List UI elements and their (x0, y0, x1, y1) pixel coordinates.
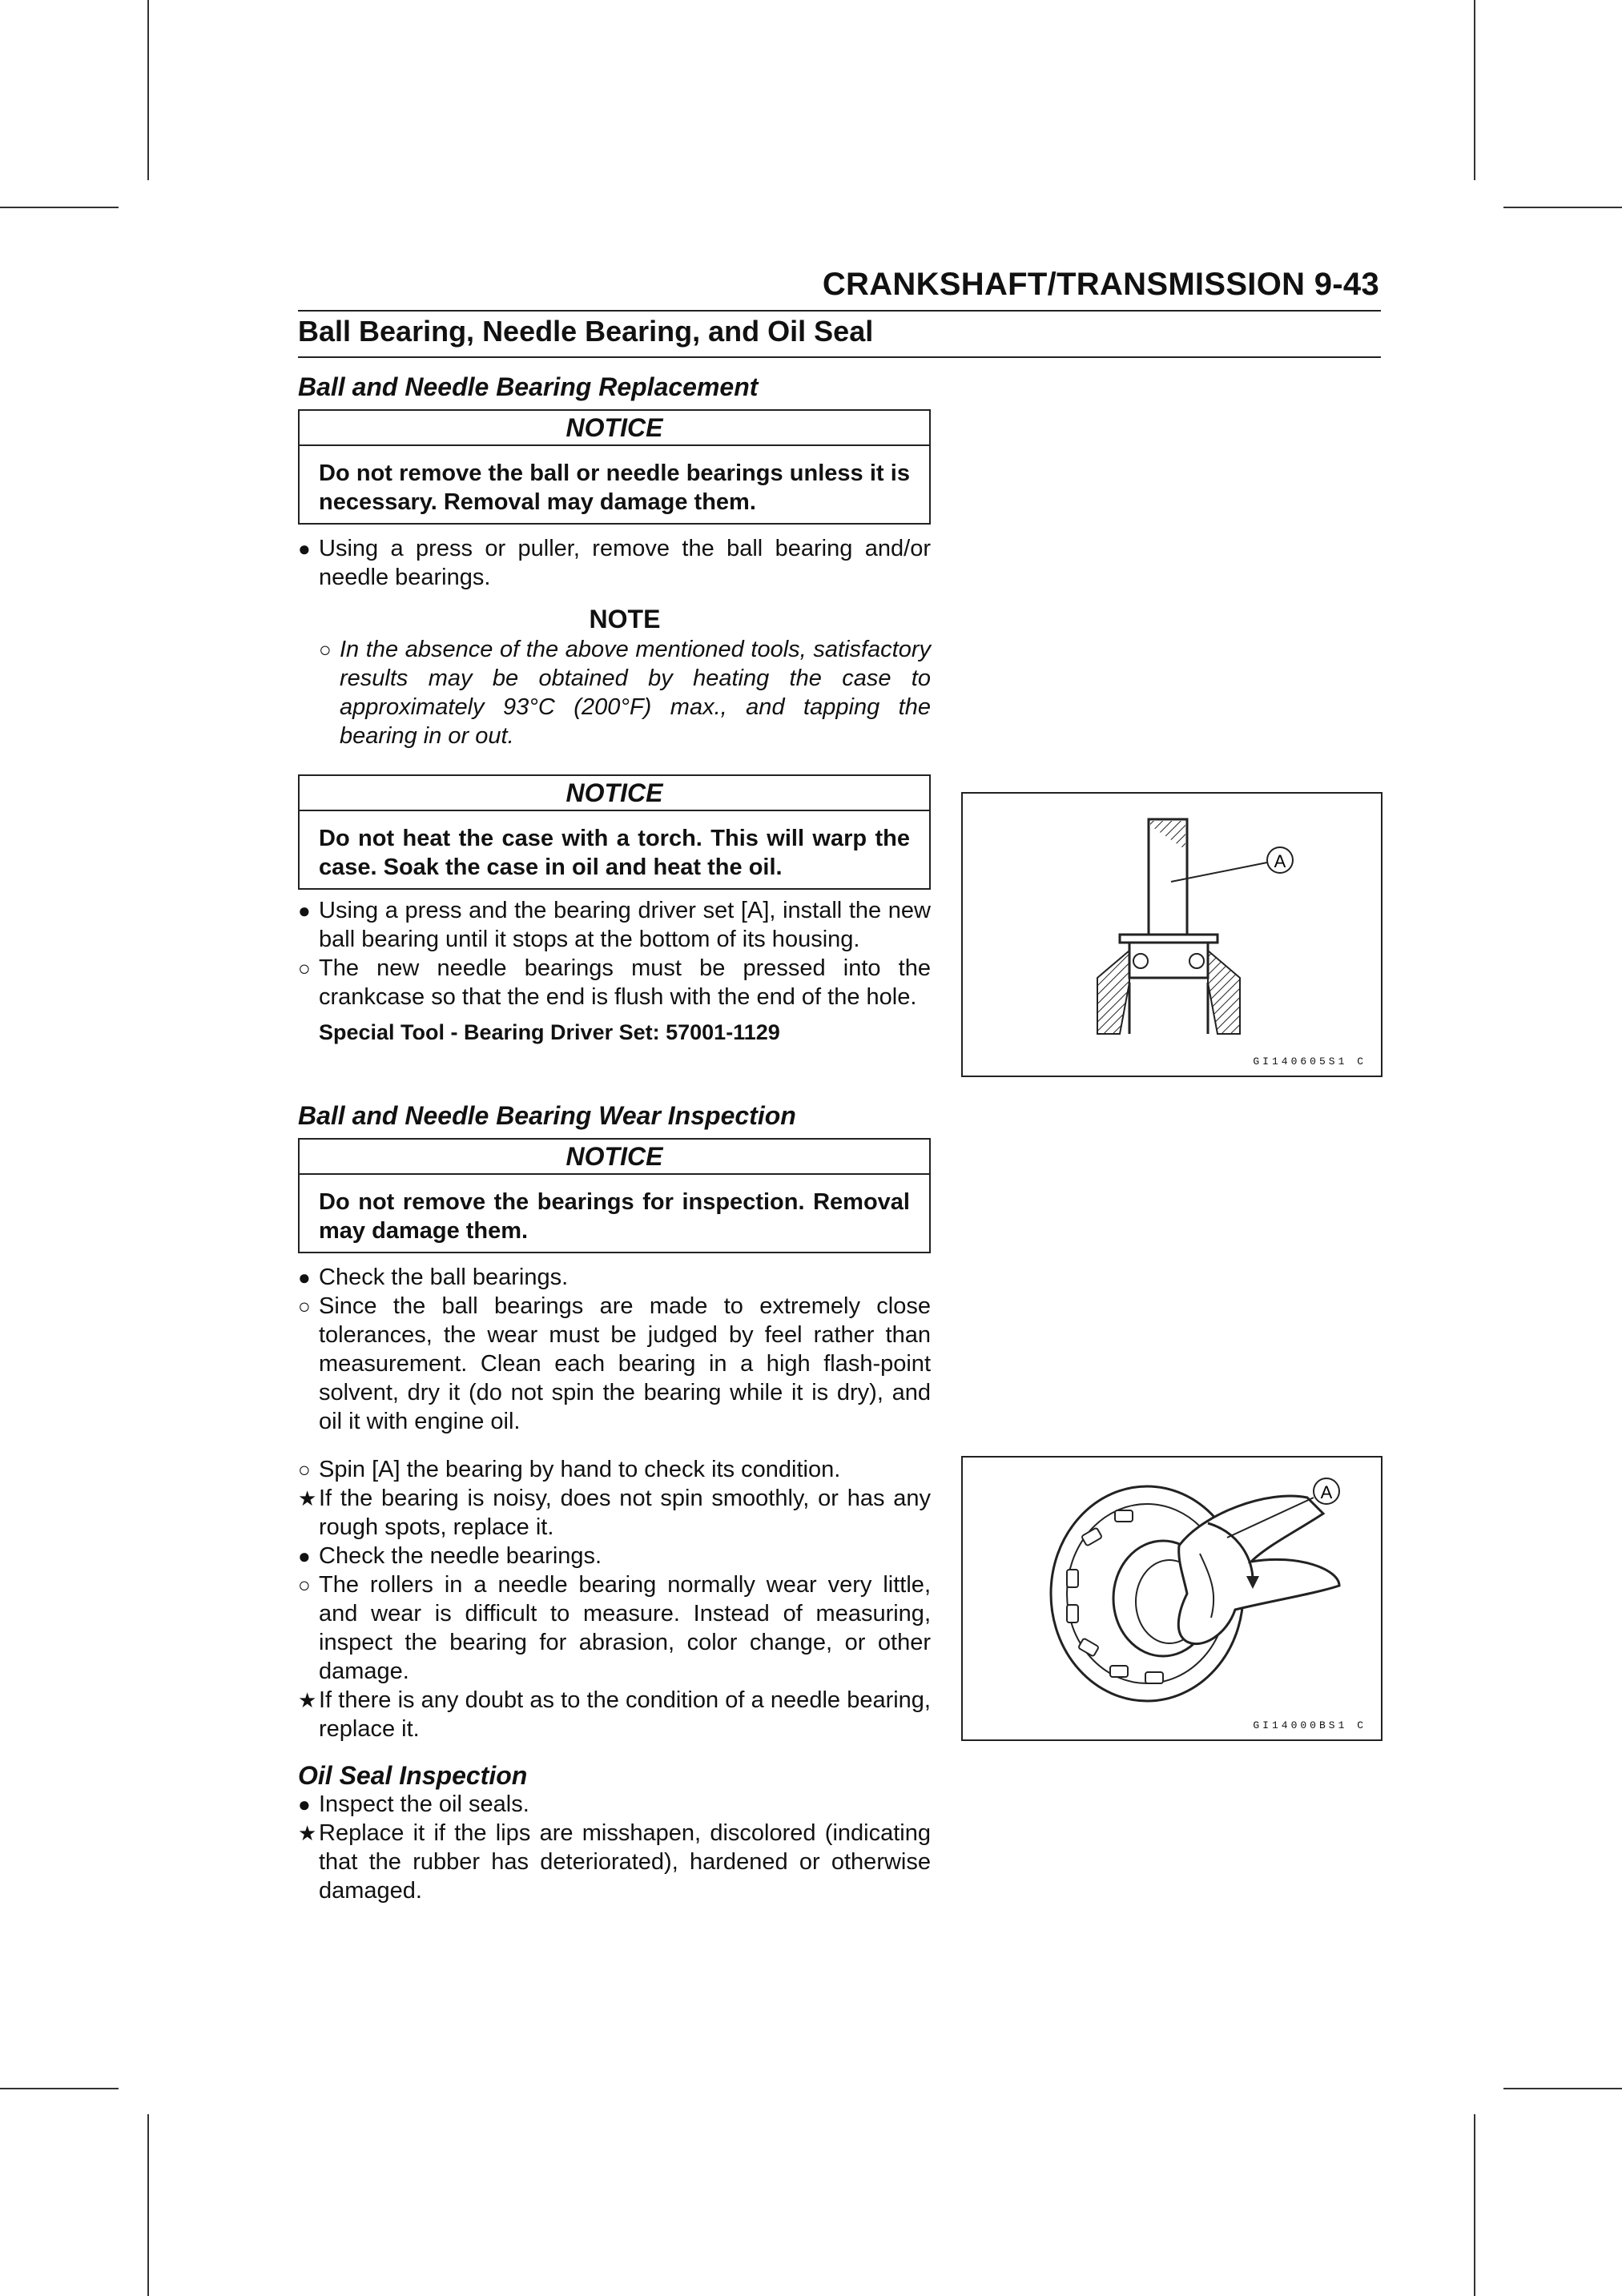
oil-seal-heading: Oil Seal Inspection (298, 1761, 528, 1790)
bullet-marker: ● (298, 899, 311, 923)
list-item (298, 1790, 931, 1819)
notice-label: NOTICE (300, 1140, 929, 1175)
section-title: Ball Bearing, Needle Bearing, and Oil Seal (298, 315, 874, 348)
page-header-title: CRANKSHAFT/TRANSMISSION 9-43 (822, 267, 1379, 302)
note-item (298, 635, 931, 750)
crop-mark (0, 207, 119, 208)
note-label: NOTE (589, 605, 661, 633)
figure-label-a: A (1320, 1482, 1333, 1502)
section-rule (298, 356, 1381, 358)
step-text: Replace it if the lips are misshapen, discolored (indicating that the rubber has deteriorated), hardened or otherwise damaged. (319, 1820, 931, 1904)
step-text: Since the ball bearings are made to extremely close tolerances, the wear must be judged by feel rather than measurement. Clean each bearing in a high flash-point solvent, dry it (do not spin the bearing while it is dry), and oil it with engine oil. (319, 1293, 931, 1434)
list-item (298, 1263, 931, 1292)
list-item (298, 896, 931, 954)
list-item (298, 1542, 931, 1570)
list-item (298, 1455, 931, 1484)
notice-label: NOTICE (300, 411, 929, 446)
star-marker: ★ (298, 1688, 317, 1712)
figure-bearing-driver (961, 792, 1383, 1077)
list-item (298, 534, 931, 592)
notice-label: NOTICE (300, 776, 929, 811)
circle-marker: ○ (298, 956, 311, 980)
list-item (298, 1292, 931, 1436)
crop-mark (147, 2114, 149, 2296)
list-item (298, 1570, 931, 1686)
crop-mark (1503, 2088, 1622, 2089)
step-text: Check the needle bearings. (319, 1543, 602, 1569)
step-text: If there is any doubt as to the condition of a needle bearing, replace it. (319, 1687, 931, 1742)
notice-box-3 (298, 1138, 931, 1253)
crop-mark (1503, 207, 1622, 208)
step-text: Check the ball bearings. (319, 1265, 569, 1290)
bullet-marker: ● (298, 537, 311, 561)
figure-spin-bearing (961, 1456, 1383, 1741)
special-tool: Special Tool - Bearing Driver Set: 57001-1129 (319, 1020, 780, 1044)
notice-text: Do not remove the ball or needle bearings unless it is necessary. Removal may damage them. (319, 460, 910, 515)
figure-code: GI14000BS1 C (1253, 1719, 1366, 1731)
step-text: The rollers in a needle bearing normally wear very little, and wear is difficult to measure. Instead of measuring, inspect the bearing for abrasion, color change, or other damage. (319, 1572, 931, 1684)
star-marker: ★ (298, 1821, 317, 1845)
bearing-driver-illustration (963, 794, 1381, 1076)
list-item (298, 1484, 931, 1542)
step-text: Using a press and the bearing driver set [A], install the new ball bearing until it stops at the bottom of its housing. (319, 898, 931, 952)
list-item (298, 1686, 931, 1743)
figure-code: GI140605S1 C (1253, 1056, 1366, 1068)
step-text: Spin [A] the bearing by hand to check its condition. (319, 1457, 841, 1482)
step-text: Using a press or puller, remove the ball bearing and/or needle bearings. (319, 536, 931, 590)
inspection-heading: Ball and Needle Bearing Wear Inspection (298, 1101, 796, 1130)
circle-marker: ○ (298, 1458, 311, 1482)
notice-box-2 (298, 774, 931, 890)
header-rule (298, 310, 1381, 312)
notice-box-1 (298, 409, 931, 525)
circle-marker: ○ (298, 1294, 311, 1318)
circle-marker: ○ (319, 637, 332, 661)
bullet-marker: ● (298, 1265, 311, 1289)
bullet-marker: ● (298, 1792, 311, 1816)
crop-mark (147, 0, 149, 180)
note-text: In the absence of the above mentioned tools, satisfactory results may be obtained by heating the case to approximately 93°C (200°F) max., and tapping the bearing in or out. (340, 637, 931, 749)
spin-bearing-illustration (963, 1458, 1381, 1739)
list-item (298, 1819, 931, 1905)
replacement-section (298, 372, 931, 1047)
step-text: If the bearing is noisy, does not spin smoothly, or has any rough spots, replace it. (319, 1486, 931, 1540)
notice-text: Do not heat the case with a torch. This will warp the case. Soak the case in oil and heat the oil. (319, 826, 910, 880)
inspection-section (298, 1101, 931, 1905)
crop-mark (1474, 2114, 1475, 2296)
notice-text: Do not remove the bearings for inspection. Removal may damage them. (319, 1189, 910, 1244)
figure-label-a: A (1274, 851, 1286, 871)
step-text: The new needle bearings must be pressed into the crankcase so that the end is flush with the end of the hole. (319, 955, 931, 1010)
circle-marker: ○ (298, 1573, 311, 1597)
star-marker: ★ (298, 1486, 317, 1510)
crop-mark (0, 2088, 119, 2089)
list-item (298, 954, 931, 1011)
replacement-heading: Ball and Needle Bearing Replacement (298, 372, 759, 401)
step-text: Inspect the oil seals. (319, 1791, 529, 1817)
crop-mark (1474, 0, 1475, 180)
bullet-marker: ● (298, 1544, 311, 1568)
